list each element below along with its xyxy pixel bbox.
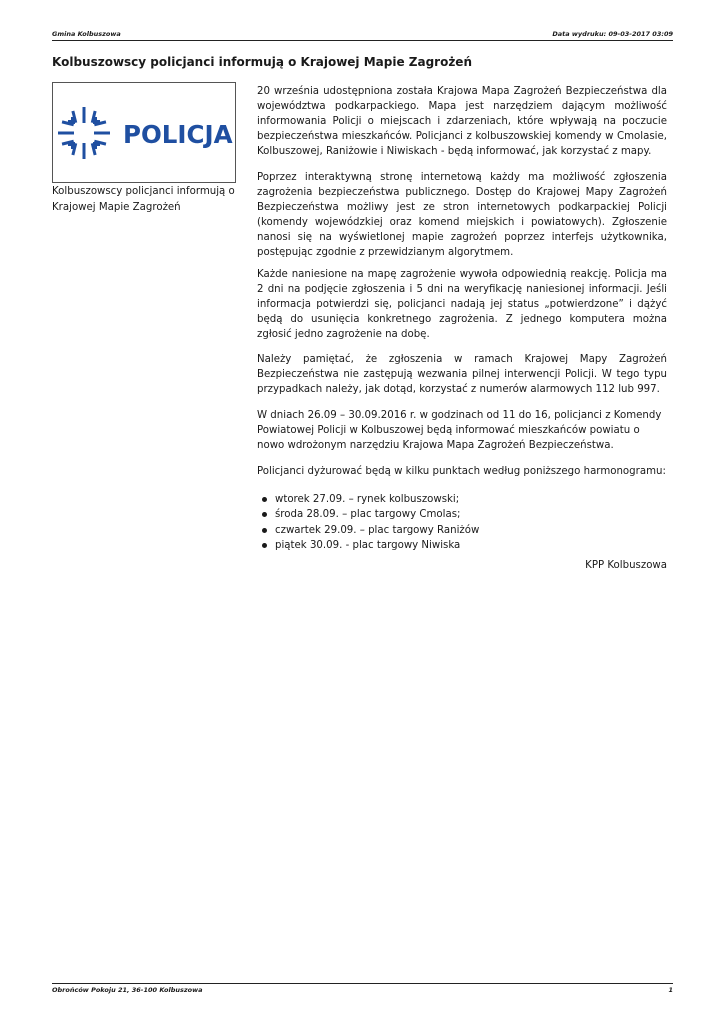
- list-item-text: piątek 30.09. - plac targowy Niwiska: [275, 539, 461, 551]
- bullet-icon: [262, 497, 267, 502]
- list-item-text: środa 28.09. – plac targowy Cmolas;: [275, 509, 461, 521]
- article-image: [52, 82, 236, 183]
- paragraph: Poprzez interaktywną stronę internetową każdy ma możliwość zgłoszenia zagrożenia bezpieczeństwa publicznego. Dostęp do Krajowej Mapy Zagrożeń Bezpieczeństwa możliwy jest ze stron internetowych podkarpackiej Policji (komendy wojewódzkiej oraz komend miejskich i powiatowych). Zgłoszenie nanosi się na wyświetlonej mapie zagrożeń poprzez interfejs użytkownika, postępując zgodnie z przewidzianym algorytmem.: [257, 172, 667, 259]
- schedule-list: [257, 492, 479, 553]
- site-name: Gmina Kolbuszowa: [52, 30, 121, 38]
- article-signature: KPP Kolbuszowa: [585, 560, 667, 571]
- bullet-icon: [262, 528, 267, 533]
- list-item: [257, 492, 479, 507]
- police-star-emblem-icon: [53, 83, 235, 182]
- bullet-icon: [262, 512, 267, 517]
- paragraph: W dniach 26.09 – 30.09.2016 r. w godzinach od 11 do 16, policjanci z Komendy Powiatowej Policji w Kolbuszowej będą informować mieszkańców powiatu o nowo wdrożonym narzędziu Krajowa Mapa Zagrożeń Bezpieczeństwa.: [257, 410, 662, 452]
- article-title: Kolbuszowscy policjanci informują o Krajowej Mapie Zagrożeń: [52, 55, 472, 69]
- list-item: [257, 507, 479, 522]
- list-item-text: wtorek 27.09. – rynek kolbuszowski;: [275, 494, 460, 505]
- footer-address: Obrońców Pokoju 21, 36-100 Kolbuszowa: [52, 986, 203, 994]
- list-item: [257, 538, 479, 553]
- bullet-icon: [262, 543, 267, 548]
- logo-text: POLICJA: [123, 120, 233, 149]
- paragraph: 20 września udostępniona została Krajowa Mapa Zagrożeń Bezpieczeństwa dla województwa podkarpackiego. Mapa jest narzędziem dającym możliwość informowania Policji o miejscach i zdarzeniach, które wpływają na poczucie bezpieczeństwa mieszkańców. Policjanci z kolbuszowskiej komendy w Cmolasie, Kolbuszowej, Raniżowie i Niwiskach - będą informować, jak korzystać z mapy.: [257, 86, 667, 158]
- paragraph: Każde naniesione na mapę zagrożenie wywoła odpowiednią reakcję. Policja ma 2 dni na podjęcie zgłoszenia i 5 dni na weryfikację naniesionej informacji. Jeśli informacja potwierdzi się, policjanci nadają jej status „potwierdzone” i dążyć będą do usunięcia konkretnego zagrożenia. Z jednego komputera można zgłosić jedno zagrożenie na dobę.: [257, 269, 667, 341]
- list-item-text: czwartek 29.09. – plac targowy Raniżów: [275, 524, 480, 536]
- image-caption: Kolbuszowscy policjanci informują o Krajowej Mapie Zagrożeń: [52, 186, 235, 213]
- paragraph: Należy pamiętać, że zgłoszenia w ramach Krajowej Mapy Zagrożeń Bezpieczeństwa nie zastępują wezwania pilnej interwencji Policji. W tego typu przypadkach należy, jak dotąd, korzystać z numerów alarmowych 112 lub 997.: [257, 354, 667, 396]
- list-item: [257, 523, 479, 538]
- paragraph: Policjanci dyżurować będą w kilku punktach według poniższego harmonogramu:: [257, 466, 666, 477]
- page-header: [52, 29, 673, 41]
- print-date: Data wydruku: 09-03-2017 03:09: [552, 30, 673, 38]
- page-number: 1: [668, 986, 673, 994]
- page-footer: [52, 983, 673, 996]
